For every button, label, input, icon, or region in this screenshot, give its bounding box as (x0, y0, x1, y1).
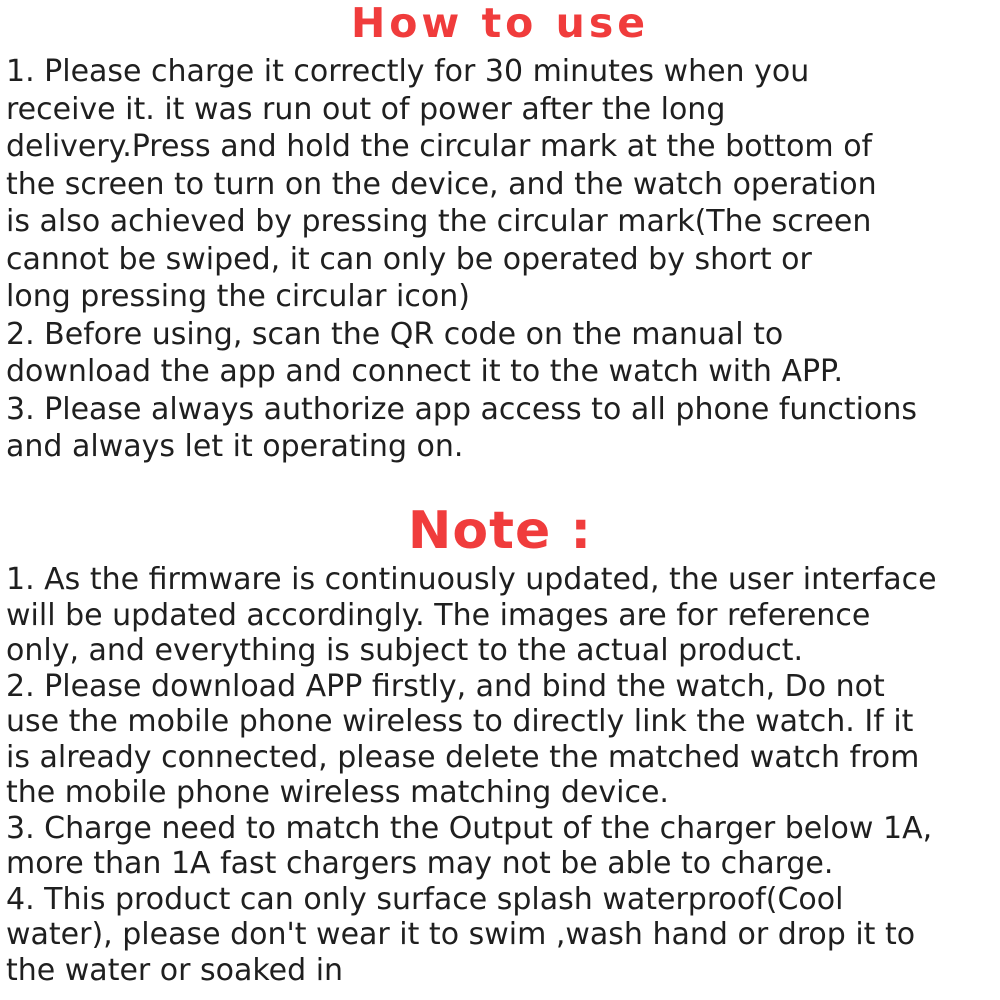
text-line: water), please don't wear it to swim ,wash hand or drop it to (6, 917, 916, 952)
text-line: 4. This product can only surface splash waterproof(Cool (6, 881, 844, 917)
text-line: 2. Before using, scan the QR code on the manual to (6, 316, 784, 352)
text-line: use the mobile phone wireless to directly link the watch. If it (6, 704, 914, 739)
note-heading: Note : (407, 501, 593, 561)
text-line: is already connected, please delete the matched watch from (6, 739, 920, 775)
text-line: 1. Please charge it correctly for 30 minutes when you (6, 54, 810, 89)
text-line: 3. Charge need to match the Output of the charger below 1A, (6, 810, 933, 846)
text-line: 3. Please always authorize app access to all phone functions (6, 391, 918, 427)
text-line: the mobile phone wireless matching device. (6, 775, 669, 810)
text-line: delivery.Press and hold the circular mark at the bottom of (6, 129, 873, 164)
how-to-use-text (6, 53, 1000, 466)
text-line: and always let it operating on. (6, 429, 464, 464)
text-line: will be updated accordingly. The images are for reference (6, 597, 871, 633)
text-line: 1. As the firmware is continuously updated, the user interface (6, 562, 937, 597)
note-text (6, 562, 1000, 988)
text-line: long pressing the circular icon) (6, 279, 470, 314)
text-line: the water or soaked in (6, 952, 344, 988)
text-line: is also achieved by pressing the circular mark(The screen (6, 204, 872, 239)
text-line: the screen to turn on the device, and the watch operation (6, 166, 877, 202)
text-line: 2. Please download APP firstly, and bind the watch, Do not (6, 668, 885, 704)
text-line: receive it. it was run out of power after the long (6, 91, 726, 127)
text-line: only, and everything is subject to the actual product. (6, 633, 803, 668)
text-line: download the app and connect it to the watch with APP. (6, 354, 844, 389)
text-line: more than 1A fast chargers may not be able to charge. (6, 846, 834, 881)
how-to-use-heading: How to use (350, 0, 650, 47)
text-line: cannot be swiped, it can only be operated by short or (6, 241, 812, 277)
